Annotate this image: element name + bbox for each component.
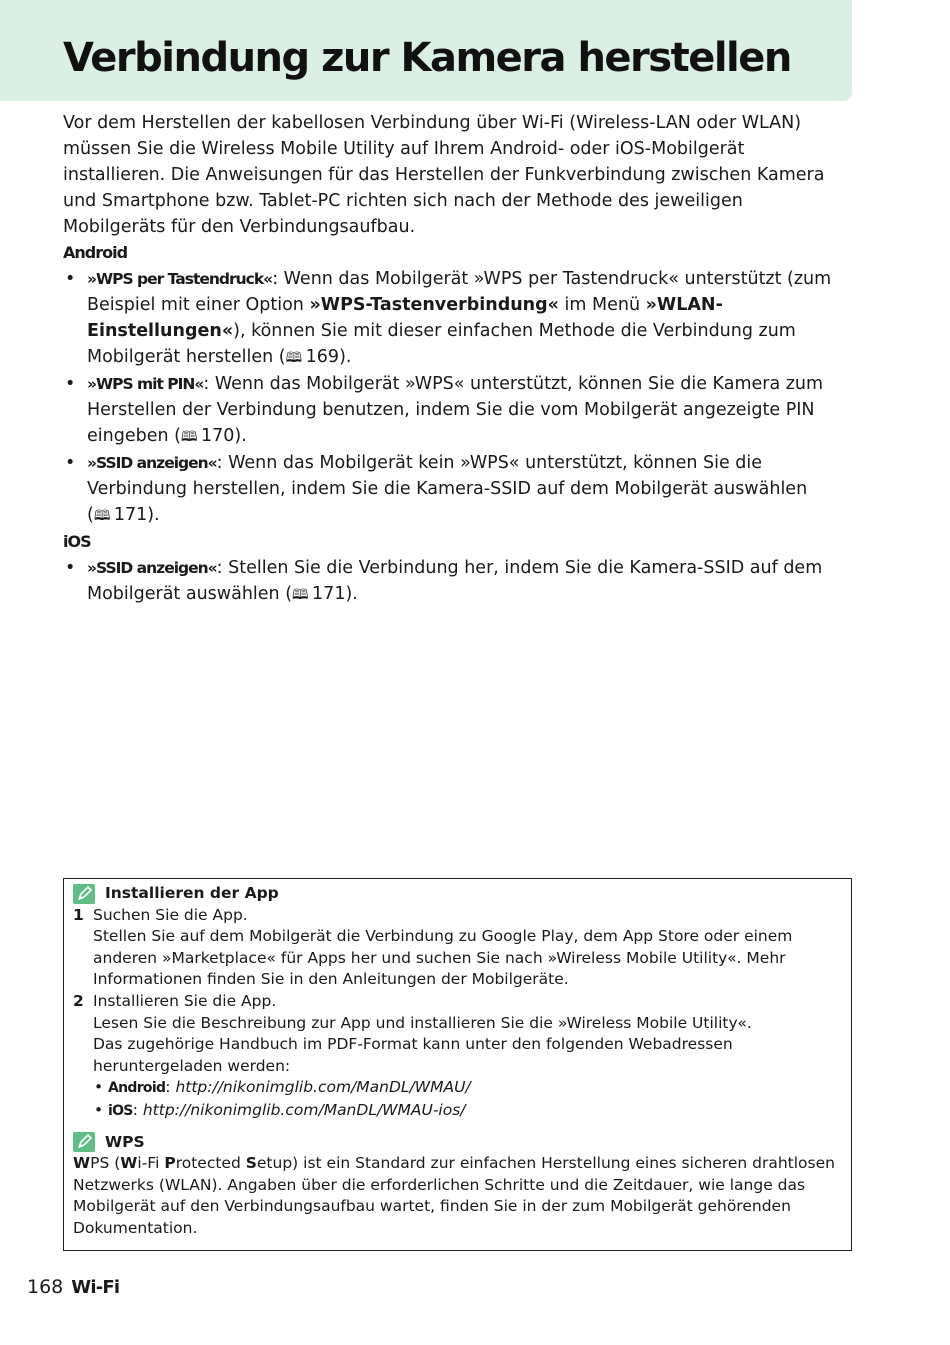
os-label: iOS: [108, 1102, 133, 1119]
menu-item-name: »WPS-Tastenverbindung«: [309, 295, 559, 315]
option-name: »SSID anzeigen«: [87, 454, 217, 472]
item-text: ).: [147, 505, 160, 525]
page-title: Verbindung zur Kamera herstellen: [63, 35, 791, 81]
page-number: 169: [305, 347, 340, 367]
option-name: »WPS mit PIN«: [87, 375, 204, 393]
step-text: Lesen Sie die Beschreibung zur App und installieren Sie die »Wireless Mobile Utility«.: [93, 1013, 752, 1032]
list-item: [63, 266, 848, 371]
acronym-letter: W: [120, 1154, 138, 1173]
step-title: Suchen Sie die App.: [93, 905, 248, 924]
ios-heading: iOS: [63, 532, 91, 551]
item-text: ), können Sie mit dieser einfachen Methode die Verbindung zum Mobilgerät herstellen (: [87, 321, 796, 367]
ios-list: [63, 555, 848, 608]
install-step: [73, 991, 842, 1123]
book-icon: 🕮: [93, 508, 111, 524]
manual-url-link[interactable]: http://nikonimglib.com/ManDL/WMAU/: [175, 1078, 471, 1097]
book-icon: 🕮: [285, 350, 303, 366]
note-title: WPS: [105, 1132, 145, 1151]
book-icon: 🕮: [292, 587, 309, 603]
list-item: [63, 555, 848, 608]
item-text: : Stellen Sie die Verbindung her, indem Sie die Kamera-SSID auf dem Mobilgerät auswählen (: [87, 558, 823, 604]
book-icon: 🕮: [180, 429, 198, 445]
step-text: Das zugehörige Handbuch im PDF-Format kann unter den folgenden Webadressen heruntergeladen werden:: [93, 1035, 733, 1075]
page-number: 171: [113, 505, 148, 525]
wps-text: rotected: [175, 1154, 246, 1173]
note-title: Installieren der App: [105, 884, 279, 902]
install-step: [73, 905, 842, 991]
wps-description: [73, 1153, 842, 1239]
step-number: 2: [73, 991, 84, 1010]
item-text: ).: [345, 584, 358, 604]
item-text: : Wenn das Mobilgerät »WPS per Tastendruck« unterstützt (zum Beispiel mit einer Option: [87, 269, 832, 315]
page-reference[interactable]: [292, 584, 345, 604]
section-name: Wi-Fi: [71, 1277, 120, 1298]
os-label: Android: [108, 1080, 166, 1097]
step-text: Stellen Sie auf dem Mobilgerät die Verbindung zu Google Play, dem App Store oder einem anderen »Marketplace« für Apps her und suchen Sie nach »Wireless Mobile Utility«. Mehr Informationen finden Sie in den Anleitungen der Mobilgeräte.: [93, 927, 793, 989]
item-text: im Menü: [558, 295, 646, 315]
page-footer: [27, 1274, 119, 1301]
page-number: 168: [27, 1276, 64, 1298]
step-title: Installieren Sie die App.: [93, 991, 277, 1010]
wps-note-heading: [73, 1132, 842, 1154]
menu-name: »WLAN-Einstellungen«: [87, 295, 723, 341]
note-box: [63, 878, 852, 1251]
item-text: : Wenn das Mobilgerät »WPS« unterstützt, können Sie die Kamera zum Herstellen der Verbindung benutzen, indem Sie die vom Mobilgerät angezeigte PIN eingeben (: [87, 374, 824, 446]
acronym-letter: P: [164, 1154, 176, 1173]
manual-url-link[interactable]: http://nikonimglib.com/ManDL/WMAU-ios/: [142, 1100, 466, 1119]
pencil-check-icon: [73, 884, 95, 904]
page-number: 171: [312, 584, 346, 604]
page-reference[interactable]: [94, 505, 147, 525]
option-name: »WPS per Tastendruck«: [87, 270, 273, 288]
intro-paragraph: Vor dem Herstellen der kabellosen Verbindung über Wi-Fi (Wireless-LAN oder WLAN) müssen Sie die Wireless Mobile Utility auf Ihrem Android- oder iOS-Mobilgerät installieren. Die Anweisungen für das Herstellen der Funkverbindung zwischen Kamera und Smartphone bzw. Tablet-PC richten sich nach der Methode des jeweiligen Mobilgeräts für den Verbindungsaufbau.: [63, 113, 825, 237]
page-reference[interactable]: [181, 426, 234, 446]
wps-text: PS (: [90, 1154, 121, 1173]
install-note-heading: [73, 883, 842, 905]
acronym-letter: S: [245, 1154, 257, 1173]
item-text: ).: [339, 347, 352, 367]
manual-links: [93, 1077, 842, 1122]
list-item: • Android: http://nikonimglib.com/ManDL/WMAU/: [93, 1077, 842, 1100]
page-reference[interactable]: [286, 347, 339, 367]
list-item: • iOS: http://nikonimglib.com/ManDL/WMAU-ios/: [93, 1100, 842, 1123]
main-content: [63, 110, 848, 608]
list-item: [63, 371, 848, 450]
step-number: 1: [73, 905, 84, 924]
pencil-check-icon: [73, 1132, 95, 1152]
android-heading: Android: [63, 243, 128, 262]
wps-text: i-Fi: [137, 1154, 165, 1173]
item-text: : Wenn das Mobilgerät kein »WPS« unterstützt, können Sie die Verbindung herstellen, indem Sie die Kamera-SSID auf dem Mobilgerät auswählen (: [87, 453, 808, 525]
option-name: »SSID anzeigen«: [87, 559, 217, 577]
page-number: 170: [200, 426, 235, 446]
android-list: [63, 266, 848, 529]
list-item: [63, 450, 848, 529]
wps-text: etup) ist ein Standard zur einfachen Herstellung eines sicheren drahtlosen Netzwerks (WLAN). Angaben über die erforderlichen Schritte und die Zeitdauer, wie lange das Mobilgerät auf den Verbindungsaufbau wartet, finden Sie in der zum Mobilgerät gehörenden Dokumentation.: [73, 1154, 835, 1237]
item-text: ).: [234, 426, 247, 446]
acronym-letter: W: [73, 1154, 91, 1173]
